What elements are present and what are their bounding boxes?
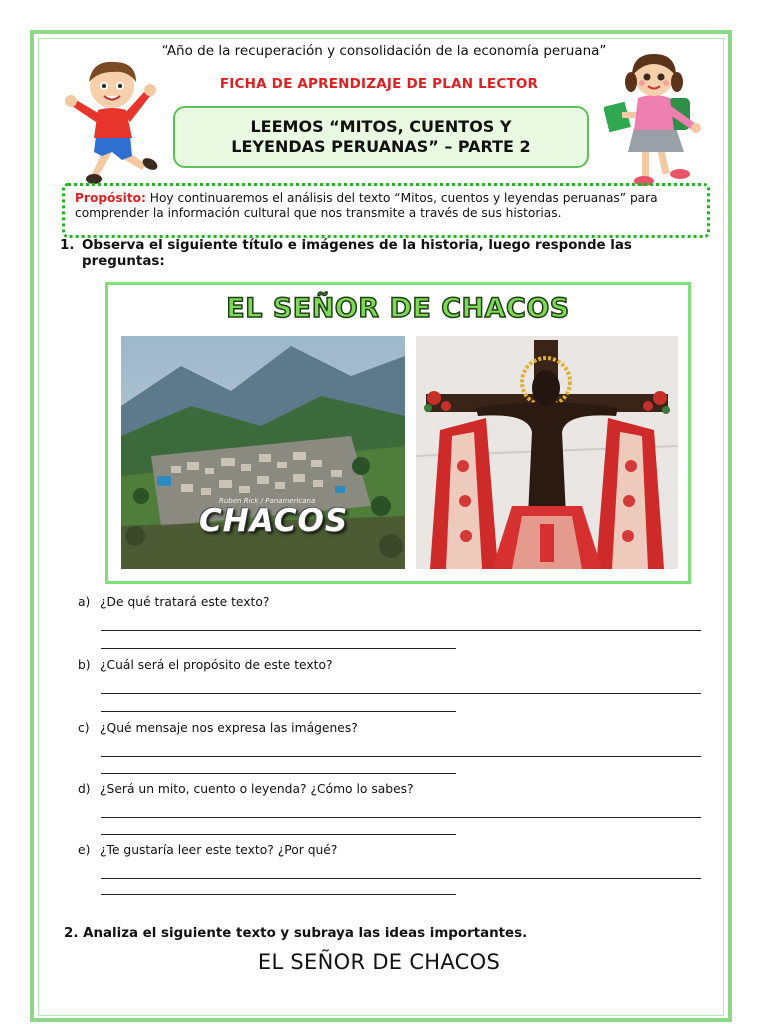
question-2 [64, 926, 527, 941]
answer-line[interactable] [101, 834, 456, 835]
question-c-text: ¿Qué mensaje nos expresa las imágenes? [100, 721, 358, 735]
crucifix-image [416, 336, 678, 569]
lesson-title-line-2: LEYENDAS PERUANAS” – PARTE 2 [231, 137, 531, 156]
answer-line[interactable] [101, 894, 456, 895]
question-1-number: 1. [60, 238, 75, 253]
question-e-text: ¿Te gustaría leer este texto? ¿Por qué? [100, 843, 338, 857]
question-a-letter: a) [78, 595, 91, 609]
question-1-text: Observa el siguiente título e imágenes de la historia, luego responde las preguntas: [82, 238, 632, 269]
answer-line[interactable] [101, 711, 456, 712]
answer-line[interactable] [101, 817, 701, 818]
answer-line[interactable] [101, 648, 456, 649]
question-b-text: ¿Cuál será el propósito de este texto? [100, 658, 333, 672]
purpose-label: Propósito: [75, 191, 146, 205]
question-d-text: ¿Será un mito, cuento o leyenda? ¿Cómo lo sabes? [100, 782, 414, 796]
question-e-letter: e) [78, 843, 91, 857]
question-c-letter: c) [78, 721, 90, 735]
story-title: EL SEÑOR DE CHACOS [257, 950, 501, 974]
senor-de-chacos-photo [416, 336, 678, 569]
answer-line[interactable] [101, 630, 701, 631]
question-1 [60, 238, 680, 270]
lesson-title-box [173, 106, 589, 168]
story-image-heading: EL SEÑOR DE CHACOS [226, 293, 570, 324]
answer-line[interactable] [101, 773, 456, 774]
answer-line[interactable] [101, 756, 701, 757]
chacos-town-photo [121, 336, 405, 569]
girl-illustration [604, 52, 716, 192]
answer-line[interactable] [101, 693, 701, 694]
sheet-title: FICHA DE APRENDIZAJE DE PLAN LECTOR [219, 76, 539, 92]
question-a-text: ¿De qué tratará este texto? [100, 595, 270, 609]
lesson-title-line-1: LEEMOS “MITOS, CUENTOS Y [250, 117, 512, 136]
question-2-number: 2. [64, 926, 79, 941]
answer-line[interactable] [101, 878, 701, 879]
question-2-text: Analiza el siguiente texto y subraya las ideas importantes. [83, 926, 528, 941]
purpose-text: Hoy continuaremos el análisis del texto “Mitos, cuentos y leyendas peruanas” para comprender la información cultural que nos transmite a través de sus historias. [75, 191, 658, 220]
question-b-letter: b) [78, 658, 91, 672]
lesson-title [231, 117, 530, 157]
question-d-letter: d) [78, 782, 91, 796]
chacos-caption: CHACOS [199, 503, 349, 539]
year-motto: “Año de la recuperación y consolidación de la economía peruana” [161, 43, 607, 59]
photo-credit: Ruben Rick / Panamericana [219, 497, 316, 505]
story-image-frame [105, 282, 691, 584]
purpose-box [62, 183, 710, 238]
